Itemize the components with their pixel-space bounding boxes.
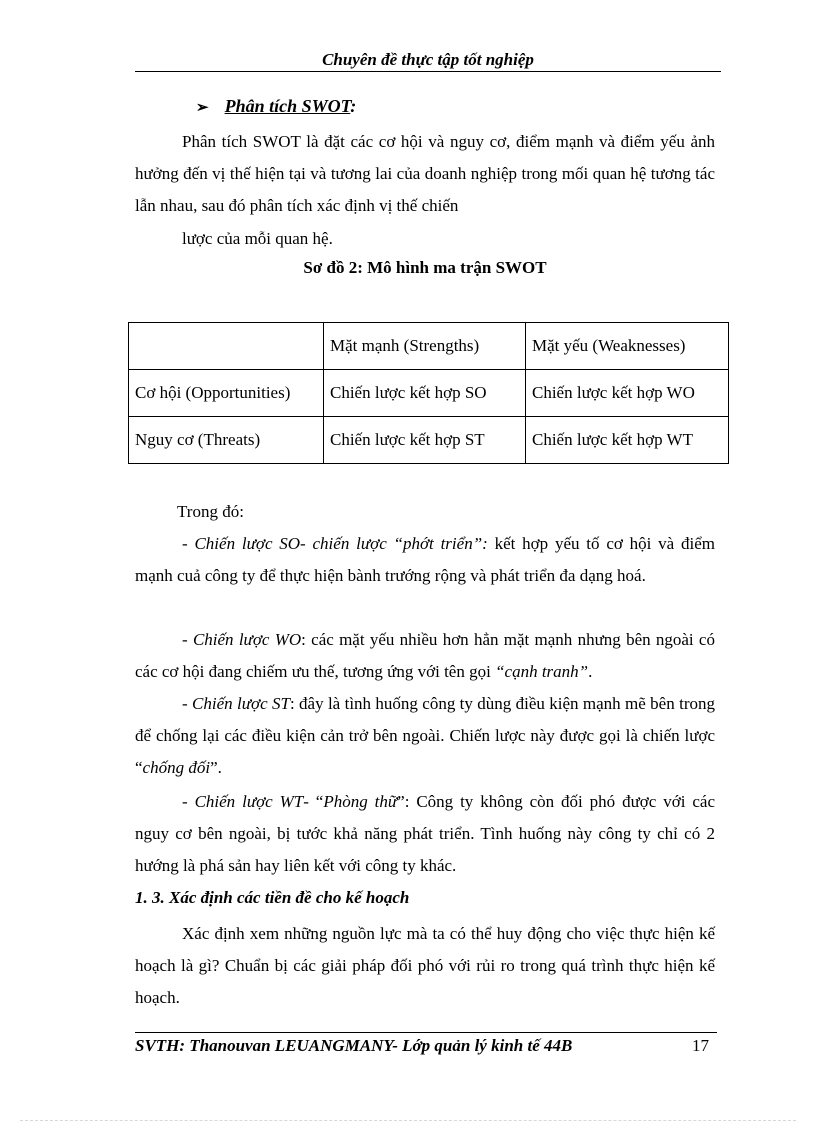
footer-divider — [135, 1032, 717, 1033]
table-cell: Cơ hội (Opportunities) — [129, 370, 324, 417]
page-header-title: Chuyên đề thực tập tốt nghiệp — [322, 50, 534, 69]
section-1-3-heading: 1. 3. Xác định các tiền đề cho kế hoạch — [135, 888, 410, 907]
swot-paragraph: Phân tích SWOT là đặt các cơ hội và nguy cơ, điểm mạnh và điểm yếu ảnh hưởng đến vị thế hiện tại và tương lai của doanh nghiệp trong mối quan hệ tương tác lẫn nhau, sau đó phân tích xác định vị thế chiến — [135, 132, 715, 215]
strategy-wt-quote: Phòng thữ — [323, 792, 398, 811]
table-row — [129, 323, 729, 370]
footer-author: SVTH: Thanouvan LEUANGMANY- Lớp quản lý kinh tế 44B — [135, 1036, 573, 1055]
table-cell: Chiến lược kết hợp WO — [526, 370, 729, 417]
strategy-wt-text: ”: Công ty không còn đối phó được với các nguy cơ bên ngoài, bị tước khả năng phát triển. Tình huống này công ty chỉ có 2 hướng là phá sản hay liên kết với công ty khác. — [135, 792, 715, 875]
strategy-st-quote: chống đối — [142, 758, 211, 777]
swot-paragraph-end: lược của mỗi quan hệ. — [182, 229, 333, 248]
section-1-3-paragraph: Xác định xem những nguồn lực mà ta có thể huy động cho việc thực hiện kế hoạch là gì? Chuẩn bị các giải pháp đối phó với rủi ro trong quá trình thực hiện kế hoạch. — [135, 924, 715, 1007]
strategy-st-text: : đây là tình huống công ty dùng điều kiện mạnh mẽ bên trong để chống lại các điều kiện cản trở bên ngoài. Chiến lược này được gọi là chiến lược “ — [135, 694, 715, 777]
table-cell: Chiến lược kết hợp WT — [526, 417, 729, 464]
page-number: 17 — [692, 1036, 709, 1055]
table-cell: Nguy cơ (Threats) — [129, 417, 324, 464]
table-row — [129, 370, 729, 417]
strategy-st-end: ”. — [210, 758, 222, 777]
strategy-st-dash: - — [182, 694, 193, 713]
header-divider — [135, 71, 721, 72]
table-cell: Chiến lược kết hợp ST — [324, 417, 526, 464]
arrow-bullet-icon: ➢ — [196, 100, 209, 116]
strategy-st-name: Chiến lược ST — [192, 694, 290, 713]
explanation-intro: Trong đó: — [177, 502, 244, 521]
strategy-so-paragraph — [135, 528, 715, 592]
strategy-st-paragraph — [135, 688, 715, 784]
table-cell: Mặt yếu (Weaknesses) — [526, 323, 729, 370]
page-bottom-divider — [20, 1120, 796, 1121]
strategy-wt-paragraph — [135, 786, 715, 882]
table-cell: Chiến lược kết hợp SO — [324, 370, 526, 417]
table-cell — [129, 323, 324, 370]
swot-heading-colon: : — [350, 96, 357, 116]
strategy-wo-quote: “cạnh tranh” — [495, 662, 589, 681]
diagram-title: Sơ đồ 2: Mô hình ma trận SWOT — [303, 258, 547, 277]
swot-heading — [196, 96, 356, 117]
strategy-so-dash: - — [182, 534, 195, 553]
table-row — [129, 417, 729, 464]
swot-heading-text: Phân tích SWOT — [224, 96, 351, 116]
strategy-wo-paragraph — [135, 624, 715, 688]
table-cell: Mặt mạnh (Strengths) — [324, 323, 526, 370]
strategy-wo-end: . — [588, 662, 593, 681]
strategy-wt-text-a: - “ — [303, 792, 324, 811]
strategy-wt-name: Chiến lược WT — [194, 792, 304, 811]
strategy-so-name: Chiến lược SO- chiến lược “phớt triển”: — [194, 534, 488, 553]
strategy-so-text: kết hợp yếu tố cơ hội và điểm mạnh cuả công ty để thực hiện bành trướng rộng và phát triển đa dạng hoá. — [135, 534, 716, 585]
strategy-wo-dash: - — [182, 630, 193, 649]
strategy-wt-dash: - — [182, 792, 195, 811]
strategy-wo-text: : các mặt yếu nhiều hơn hẳn mặt mạnh nhưng bên ngoài có các cơ hội đang chiếm ưu thế, tương ứng với tên gọi — [135, 630, 715, 681]
strategy-wo-name: Chiến lược WO — [192, 630, 302, 649]
swot-matrix-table — [128, 322, 729, 464]
